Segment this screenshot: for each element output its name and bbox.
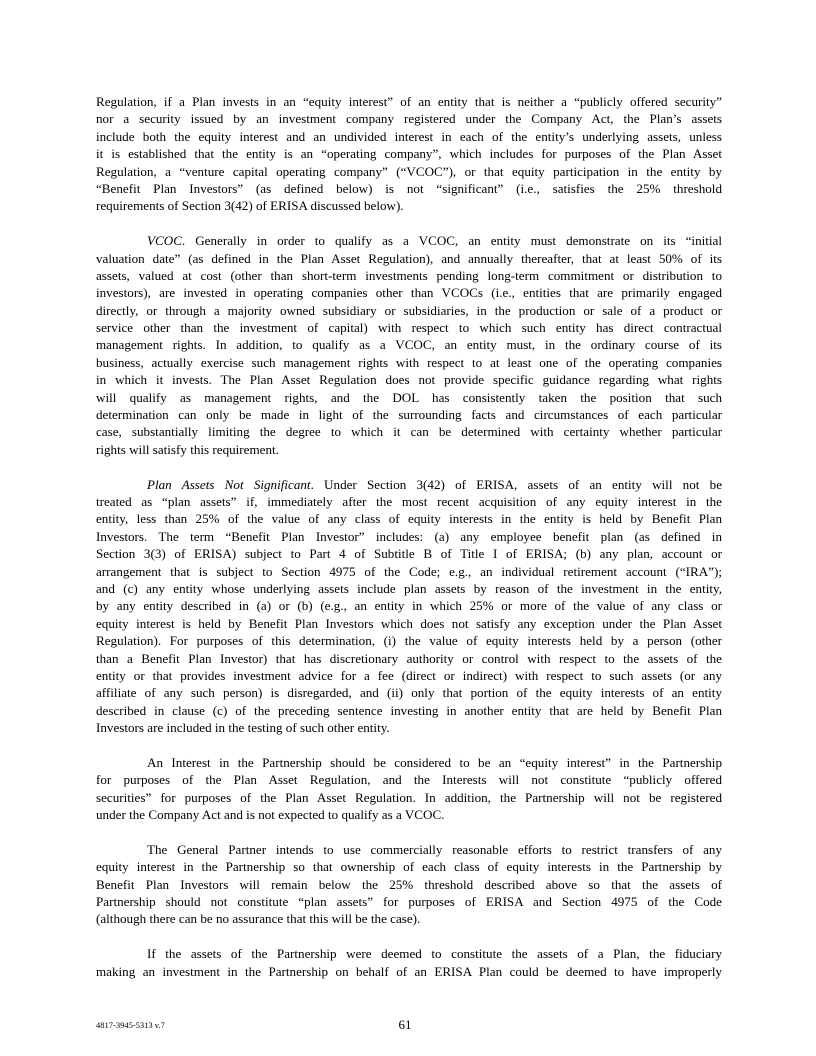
text-line: equity interest is held by Benefit Plan Investors which does not satisfy any exception under the Plan Asset (96, 615, 722, 631)
text-line: Partnership should not constitute “plan assets” for purposes of ERISA and Section 4975 of the Code (96, 893, 722, 909)
text-line: Regulation). For purposes of this determination, (i) the value of equity interests held by a person (other (96, 633, 722, 649)
text-line: under the Company Act and is not expected to qualify as a VCOC. (96, 807, 445, 823)
text-line: directly, or through a majority owned subsidiary or subsidiaries, in the production or sale of a product or (96, 302, 722, 318)
text-line: Benefit Plan Investors will remain below the 25% threshold described above so that the assets of (96, 876, 722, 892)
text-line: Investors are included in the testing of such other entity. (96, 720, 390, 736)
text-run: . Generally in order to qualify as a VCOC, an entity must demonstrate on its “initial (181, 233, 722, 249)
paragraph (96, 754, 722, 824)
text-line: management rights. In addition, to qualify as a VCOC, an entity must, in the ordinary course of its (96, 337, 722, 353)
text-line: The General Partner intends to use commercially reasonable efforts to restrict transfers of any (147, 841, 722, 857)
text-line: affiliate of any such person) is disregarded, and (ii) only that portion of the equity interests of an entity (96, 685, 722, 701)
text-line: include both the equity interest and an undivided interest in each of the entity’s underlying assets, unless (96, 128, 722, 144)
text-line: Investors. The term “Benefit Plan Investor” includes: (a) any employee benefit plan (as defined in (96, 528, 722, 544)
paragraph (96, 841, 722, 928)
paragraph (96, 945, 722, 980)
text-line: will qualify as management rights, and the DOL has consistently taken the position that such (96, 389, 722, 405)
text-line: arrangement that is subject to Section 4975 of the Code; e.g., an individual retirement account (“IRA”); (96, 563, 722, 579)
text-line (96, 232, 722, 249)
text-line: making an investment in the Partnership on behalf of an ERISA Plan could be deemed to have improperly (96, 963, 722, 979)
text-line: entity, less than 25% of the value of any class of equity interests in the entity is held by Benefit Plan (96, 511, 722, 527)
paragraph (96, 476, 722, 737)
text-line: (although there can be no assurance that this will be the case). (96, 911, 421, 927)
text-line: case, substantially limiting the degree to which it can be determined with certainty whether particular (96, 424, 722, 440)
text-line: Section 3(3) of ERISA) subject to Part 4 of Subtitle B of Title I of ERISA; (b) any plan, account or (96, 546, 722, 562)
text-line: securities” for purposes of the Plan Asset Regulation. In addition, the Partnership will not be registered (96, 789, 722, 805)
text-line: business, actually exercise such management rights with respect to at least one of the operating companies (96, 354, 722, 370)
text-line: described in clause (c) of the preceding sentence investing in another entity that are held by Benefit Plan (96, 702, 722, 718)
text-line: rights will satisfy this requirement. (96, 441, 279, 457)
document-id: 4817-3945-5313 v.7 (96, 1020, 165, 1030)
text-line: in which it invests. The Plan Asset Regulation does not provide specific guidance regarding what rights (96, 372, 722, 388)
text-line: assets, valued at cost (other than short-term investments pending long-term commitment or distribution to (96, 267, 722, 283)
text-line: for purposes of the Plan Asset Regulation, and the Interests will not constitute “publicly offered (96, 772, 722, 788)
text-line: “Benefit Plan Investors” (as defined below) is not “significant” (i.e., satisfies the 25% threshold (96, 180, 722, 196)
document-body (96, 93, 722, 997)
text-line: nor a security issued by an investment company registered under the Company Act, the Plan’s assets (96, 111, 722, 127)
text-line: valuation date” (as defined in the Plan Asset Regulation), and annually thereafter, that at least 50% of its (96, 250, 722, 266)
text-line: An Interest in the Partnership should be considered to be an “equity interest” in the Partnership (147, 754, 722, 770)
text-line: entity or that provides investment advice for a fee (direct or indirect) with respect to such assets (or any (96, 667, 722, 683)
text-line: than a Benefit Plan Investor) that has discretionary authority or control with respect to the assets of the (96, 650, 722, 666)
text-line: Regulation, if a Plan invests in an “equity interest” of an entity that is neither a “publicly offered security” (96, 94, 722, 109)
page-number: 61 (398, 1017, 412, 1032)
text-line: it is established that the entity is an “operating company”, which includes for purposes of the Plan Asset (96, 146, 722, 162)
text-line: investors), are invested in operating companies other than VCOCs (i.e., entities that are primarily engaged (96, 285, 722, 301)
paragraph (96, 232, 722, 458)
text-line: If the assets of the Partnership were deemed to constitute the assets of a Plan, the fiduciary (147, 946, 722, 962)
text-run: . Under Section 3(42) of ERISA, assets of an entity will not be (310, 476, 723, 492)
paragraph (96, 93, 722, 215)
text-line: equity interest in the Partnership so that ownership of each class of equity interests in the Partnership by (96, 859, 722, 875)
text-line: requirements of Section 3(42) of ERISA discussed below). (96, 198, 404, 214)
paragraph-heading: Plan Assets Not Significant (147, 476, 311, 492)
text-line: service other than the investment of capital) with respect to which such entity has direct contractual (96, 320, 722, 336)
text-line: by any entity described in (a) or (b) (e.g., an entity in which 25% or more of the value of any class or (96, 598, 722, 614)
text-line: Regulation, a “venture capital operating company” (“VCOC”), or that equity participation in the entity by (96, 163, 722, 179)
text-line: determination can only be made in light of the surrounding facts and circumstances of each particular (96, 407, 722, 423)
text-line: treated as “plan assets” if, immediately after the most recent acquisition of any equity interest in the (96, 493, 722, 509)
paragraph-heading: VCOC (147, 233, 182, 249)
text-line (96, 476, 722, 493)
text-line: and (c) any entity whose underlying assets include plan assets by reason of the investment in the entity, (96, 580, 722, 596)
